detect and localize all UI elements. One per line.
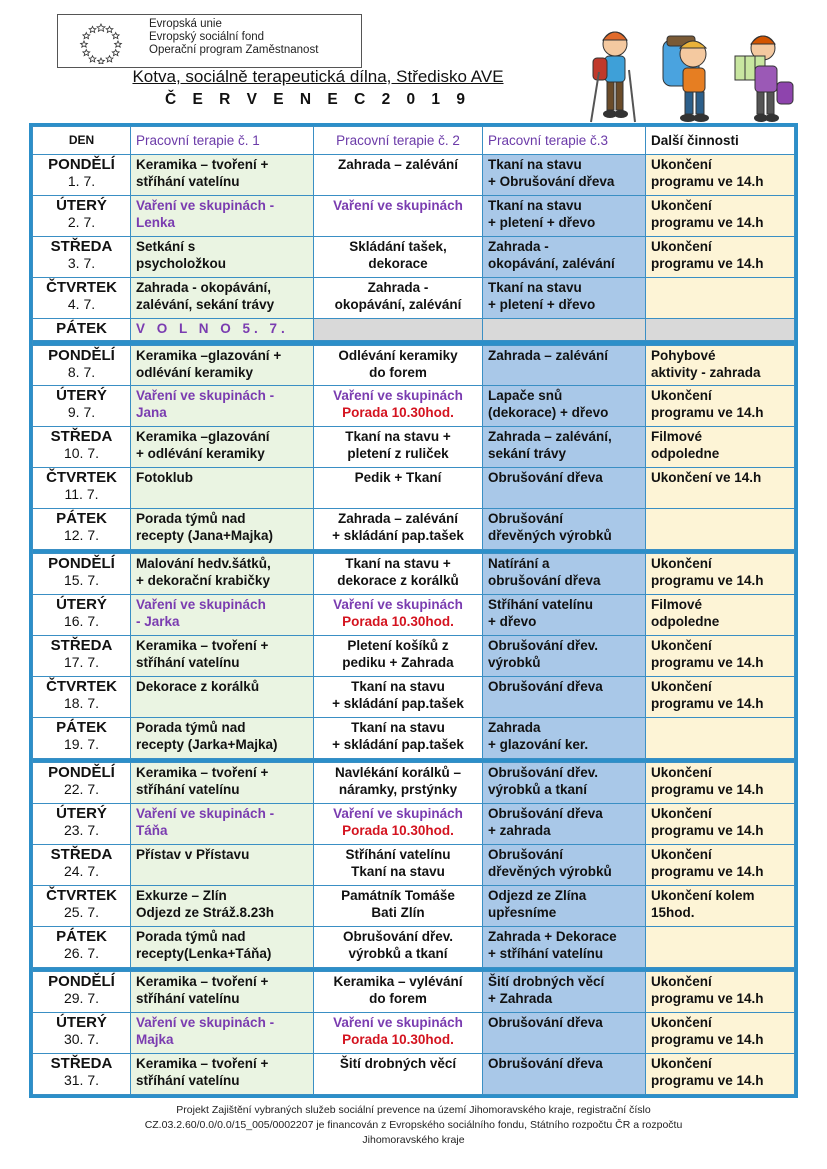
therapy-2-text: Tkaní na stavu + skládání pap.tašek <box>332 679 464 712</box>
day-date: 31. 7. <box>63 1071 100 1088</box>
therapy-2-text: Navlékání korálků – náramky, prstýnky <box>334 765 462 798</box>
table-row <box>33 845 795 886</box>
day-date: 3. 7. <box>67 254 96 271</box>
day-name: ČTVRTEK <box>46 469 117 487</box>
footer-line3: Jihomoravského kraje <box>362 1134 465 1146</box>
day-name: ČTVRTEK <box>46 278 117 296</box>
therapy-1-cell: Vaření ve skupinách - Lenka <box>131 195 314 236</box>
meeting-note: Porada 10.30hod. <box>342 405 454 421</box>
other-activity-cell: Ukončení programu ve 14.h <box>646 972 795 1013</box>
other-activity-cell: Ukončení programu ve 14.h <box>646 804 795 845</box>
therapy-2-cell <box>314 885 483 926</box>
therapy-1-cell: Vaření ve skupinách - Jarka <box>131 595 314 636</box>
therapy-1-cell: Malování hedv.šátků, + dekorační krabičky <box>131 554 314 595</box>
day-date: 12. 7. <box>63 527 100 544</box>
day-name: ÚTERÝ <box>56 596 107 614</box>
day-cell <box>33 468 131 509</box>
other-activity-cell: Ukončení programu ve 14.h <box>646 636 795 677</box>
table-row <box>33 386 795 427</box>
therapy-3-cell: Obrušování dřev. výrobků <box>483 636 646 677</box>
day-cell <box>33 595 131 636</box>
therapy-3-cell: Obrušování dřevěných výrobků <box>483 509 646 550</box>
therapy-2-text: Zahrada - okopávání, zalévání <box>334 279 462 312</box>
therapy-2-cell <box>314 717 483 758</box>
day-cell <box>33 318 131 341</box>
day-name: STŘEDA <box>50 237 113 255</box>
table-row <box>33 885 795 926</box>
therapy-3-cell: Zahrada – zalévání, sekání trávy <box>483 427 646 468</box>
therapy-3-cell: Obrušování dřevěných výrobků <box>483 845 646 886</box>
day-cell <box>33 195 131 236</box>
therapy-2-cell <box>314 509 483 550</box>
day-date: 30. 7. <box>63 1030 100 1047</box>
therapy-2-text: Zahrada – zalévání + skládání pap.tašek <box>332 511 464 544</box>
meeting-note: Porada 10.30hod. <box>342 823 454 839</box>
schedule-table <box>32 126 795 1095</box>
column-header-therapy-2: Pracovní terapie č. 2 <box>314 127 483 155</box>
day-cell <box>33 972 131 1013</box>
day-name: PONDĚLÍ <box>48 156 115 173</box>
day-date: 15. 7. <box>63 572 100 589</box>
therapy-2-text: Vaření ve skupinách <box>333 197 463 213</box>
day-name: STŘEDA <box>50 637 113 655</box>
table-row <box>33 236 795 277</box>
therapy-2-text: Tkaní na stavu + skládání pap.tašek <box>332 719 464 752</box>
therapy-2-text: Keramika – vylévání do forem <box>333 974 463 1007</box>
other-activity-cell: Filmové odpoledne <box>646 595 795 636</box>
therapy-1-cell: Keramika – tvoření + stříhání vatelínu <box>131 763 314 804</box>
therapy-2-text: Památník Tomáše Bati Zlín <box>341 887 455 920</box>
column-header-other: Další činnosti <box>646 127 795 155</box>
day-date: 22. 7. <box>63 781 100 798</box>
eu-logo-line3: Operační program Zaměstnanost <box>149 44 319 56</box>
column-header-therapy-1: Pracovní terapie č. 1 <box>131 127 314 155</box>
day-cell <box>33 763 131 804</box>
therapy-2-text: Tkaní na stavu + dekorace z korálků <box>337 556 459 589</box>
day-cell <box>33 236 131 277</box>
day-name: ČTVRTEK <box>46 886 117 904</box>
day-name: PÁTEK <box>56 927 107 945</box>
eu-logo-line2: Evropský sociální fond <box>149 31 265 43</box>
table-row <box>33 195 795 236</box>
therapy-3-cell: Zahrada + Dekorace + stříhání vatelínu <box>483 926 646 967</box>
therapy-2-text: Šití drobných věcí <box>339 1055 457 1071</box>
table-row <box>33 636 795 677</box>
therapy-3-cell: Obrušování dřeva <box>483 1012 646 1053</box>
table-row <box>33 277 795 318</box>
day-name: ÚTERÝ <box>56 805 107 823</box>
therapy-1-cell: Vaření ve skupinách - Táňa <box>131 804 314 845</box>
other-activity-cell: Ukončení programu ve 14.h <box>646 554 795 595</box>
other-activity-cell <box>646 717 795 758</box>
therapy-3-cell: Šití drobných věcí + Zahrada <box>483 972 646 1013</box>
eu-logo-line1: Evropská unie <box>149 18 222 30</box>
therapy-3-cell: Obrušování dřeva <box>483 1053 646 1094</box>
day-date: 10. 7. <box>63 445 100 462</box>
therapy-2-cell <box>314 1012 483 1053</box>
other-activity-cell: Ukončení programu ve 14.h <box>646 1053 795 1094</box>
other-activity-cell <box>646 277 795 318</box>
day-date: 9. 7. <box>67 404 96 421</box>
eu-flag-icon <box>61 18 141 64</box>
day-cell <box>33 1053 131 1094</box>
therapy-1-cell: Keramika – tvoření + stříhání vatelínu <box>131 636 314 677</box>
footer-line1: Projekt Zajištění vybraných služeb sociální prevence na území Jihomoravského kraje, registrační číslo <box>176 1104 651 1116</box>
therapy-2-cell <box>314 926 483 967</box>
therapy-1-cell: Dekorace z korálků <box>131 677 314 718</box>
day-name: ÚTERÝ <box>56 1013 107 1031</box>
therapy-1-cell: Přístav v Přístavu <box>131 845 314 886</box>
other-activity-cell: Ukončení programu ve 14.h <box>646 236 795 277</box>
therapy-1-cell: Vaření ve skupinách - Majka <box>131 1012 314 1053</box>
footer-line2: CZ.03.2.60/0.0/0.0/15_005/0002207 je financován z Evropského sociálního fondu, Státního rozpočtu ČR a rozpočtu <box>144 1119 683 1131</box>
therapy-1-cell: Porada týmů nad recepty (Jarka+Majka) <box>131 717 314 758</box>
day-name: STŘEDA <box>50 1054 113 1072</box>
day-cell <box>33 804 131 845</box>
therapy-2-cell <box>314 236 483 277</box>
day-name: PONDĚLÍ <box>48 764 115 782</box>
free-cell <box>646 318 795 341</box>
day-name: PONDĚLÍ <box>48 973 115 991</box>
therapy-2-text: Vaření ve skupinách <box>333 806 463 822</box>
therapy-2-text: Vaření ve skupinách <box>333 1014 463 1030</box>
therapy-3-cell: Tkaní na stavu + pletení + dřevo <box>483 277 646 318</box>
free-day-cell: V O L N O 5. 7. <box>131 318 314 341</box>
therapy-2-text: Vaření ve skupinách <box>333 597 463 613</box>
day-date: 23. 7. <box>63 822 100 839</box>
table-row <box>33 717 795 758</box>
table-row <box>33 1053 795 1094</box>
other-activity-cell: Ukončení programu ve 14.h <box>646 845 795 886</box>
therapy-2-cell <box>314 345 483 386</box>
day-date: 2. 7. <box>67 213 96 230</box>
therapy-2-cell <box>314 595 483 636</box>
table-row <box>33 468 795 509</box>
therapy-2-text: Vaření ve skupinách <box>333 388 463 404</box>
therapy-1-cell: Keramika –glazování + odlévání keramiky <box>131 427 314 468</box>
other-activity-cell: Ukončení programu ve 14.h <box>646 763 795 804</box>
therapy-3-cell: Stříhání vatelínu + dřevo <box>483 595 646 636</box>
therapy-2-cell <box>314 845 483 886</box>
day-name: PONDĚLÍ <box>48 346 115 364</box>
day-date: 18. 7. <box>63 695 100 712</box>
therapy-3-cell: Lapače snů (dekorace) + dřevo <box>483 386 646 427</box>
therapy-2-cell <box>314 763 483 804</box>
therapy-3-cell: Obrušování dřeva <box>483 677 646 718</box>
day-name: ÚTERÝ <box>56 387 107 405</box>
therapy-2-cell <box>314 636 483 677</box>
table-row <box>33 509 795 550</box>
therapy-2-cell <box>314 386 483 427</box>
day-name: ČTVRTEK <box>46 678 117 696</box>
header-row <box>33 127 795 155</box>
day-cell <box>33 509 131 550</box>
column-header-den: DEN <box>33 127 131 155</box>
other-activity-cell: Filmové odpoledne <box>646 427 795 468</box>
day-date: 19. 7. <box>63 735 100 752</box>
day-name: PÁTEK <box>56 718 107 736</box>
day-cell <box>33 427 131 468</box>
day-cell <box>33 1012 131 1053</box>
therapy-1-cell: Porada týmů nad recepty (Jana+Majka) <box>131 509 314 550</box>
therapy-3-cell: Natírání a obrušování dřeva <box>483 554 646 595</box>
therapy-2-text: Pletení košíků z pediku + Zahrada <box>342 638 454 671</box>
day-name: PONDĚLÍ <box>48 555 115 573</box>
hiker-map-icon <box>735 36 793 122</box>
month-title: Č E R V E N E C 2 0 1 9 <box>165 91 471 108</box>
therapy-2-cell <box>314 972 483 1013</box>
day-date: 17. 7. <box>63 654 100 671</box>
therapy-1-cell: Keramika – tvoření + stříhání vatelínu <box>131 972 314 1013</box>
therapy-2-text: Stříhání vatelínu Tkaní na stavu <box>345 847 451 879</box>
day-date: 16. 7. <box>63 613 100 630</box>
therapy-3-cell: Tkaní na stavu + pletení + dřevo <box>483 195 646 236</box>
therapy-1-cell: Keramika – tvoření + stříhání vatelínu <box>131 155 314 196</box>
meeting-note: Porada 10.30hod. <box>342 614 454 630</box>
other-activity-cell: Ukončení programu ve 14.h <box>646 677 795 718</box>
other-activity-cell: Ukončení ve 14.h <box>646 468 795 509</box>
table-row <box>33 554 795 595</box>
other-activity-cell <box>646 509 795 550</box>
other-activity-cell: Ukončení programu ve 14.h <box>646 155 795 196</box>
therapy-1-cell: Vaření ve skupinách - Jana <box>131 386 314 427</box>
footer <box>0 1103 827 1148</box>
day-date: 11. 7. <box>64 486 99 503</box>
day-cell <box>33 345 131 386</box>
therapy-2-cell <box>314 677 483 718</box>
day-name: PÁTEK <box>56 510 107 528</box>
therapy-3-cell: Obrušování dřeva <box>483 468 646 509</box>
day-cell <box>33 845 131 886</box>
day-cell <box>33 386 131 427</box>
therapy-2-text: Skládání tašek, dekorace <box>349 238 447 271</box>
day-cell <box>33 717 131 758</box>
therapy-1-cell: Fotoklub <box>131 468 314 509</box>
table-row <box>33 677 795 718</box>
day-date: 1. 7. <box>67 173 96 189</box>
therapy-1-cell: Porada týmů nad recepty(Lenka+Táňa) <box>131 926 314 967</box>
other-activity-cell <box>646 926 795 967</box>
therapy-1-cell: Exkurze – Zlín Odjezd ze Stráž.8.23h <box>131 885 314 926</box>
therapy-2-cell <box>314 195 483 236</box>
table-row <box>33 595 795 636</box>
day-name: ÚTERÝ <box>56 196 107 214</box>
therapy-2-text: Odlévání keramiky do forem <box>338 347 458 380</box>
day-date: 29. 7. <box>63 990 100 1007</box>
therapy-1-cell: Zahrada - okopávání, zalévání, sekání trávy <box>131 277 314 318</box>
therapy-3-cell: Zahrada + glazování ker. <box>483 717 646 758</box>
free-cell <box>314 318 483 341</box>
therapy-1-cell: Keramika – tvoření + stříhání vatelínu <box>131 1053 314 1094</box>
day-cell <box>33 636 131 677</box>
therapy-3-cell: Odjezd ze Zlína upřesníme <box>483 885 646 926</box>
day-cell <box>33 926 131 967</box>
meeting-note: Porada 10.30hod. <box>342 1031 454 1047</box>
table-row <box>33 972 795 1013</box>
table-row <box>33 1012 795 1053</box>
table-row <box>33 926 795 967</box>
day-cell <box>33 554 131 595</box>
day-date: 8. 7. <box>67 363 96 380</box>
therapy-2-cell <box>314 427 483 468</box>
eu-logo <box>57 14 362 68</box>
therapy-2-text: Pedik + Tkaní <box>354 470 442 486</box>
therapy-1-cell: Setkání s psycholožkou <box>131 236 314 277</box>
therapy-1-cell: Keramika –glazování + odlévání keramiky <box>131 345 314 386</box>
other-activity-cell: Ukončení programu ve 14.h <box>646 195 795 236</box>
other-activity-cell: Pohybové aktivity - zahrada <box>646 345 795 386</box>
therapy-2-cell <box>314 468 483 509</box>
schedule-body <box>33 155 795 1095</box>
day-cell <box>33 677 131 718</box>
table-row <box>33 763 795 804</box>
page-title: Kotva, sociálně terapeutická dílna, Středisko AVE <box>132 67 504 86</box>
therapy-2-cell <box>314 155 483 196</box>
therapy-2-text: Tkaní na stavu + pletení z ruliček <box>345 429 451 462</box>
table-row <box>33 318 795 341</box>
day-cell <box>33 277 131 318</box>
therapy-3-cell: Zahrada - okopávání, zalévání <box>483 236 646 277</box>
day-date: 24. 7. <box>63 863 100 879</box>
day-date: 26. 7. <box>63 944 100 961</box>
therapy-2-text: Zahrada – zalévání <box>337 157 459 172</box>
therapy-2-cell <box>314 277 483 318</box>
therapy-2-cell <box>314 1053 483 1094</box>
other-activity-cell: Ukončení programu ve 14.h <box>646 386 795 427</box>
therapy-3-cell: Obrušování dřev. výrobků a tkaní <box>483 763 646 804</box>
day-date: 25. 7. <box>63 903 100 920</box>
other-activity-cell: Ukončení kolem 15hod. <box>646 885 795 926</box>
therapy-2-text: Obrušování dřev. výrobků a tkaní <box>342 928 454 961</box>
column-header-therapy-3: Pracovní terapie č.3 <box>483 127 646 155</box>
day-name: PÁTEK <box>56 319 107 337</box>
day-name: STŘEDA <box>50 428 113 446</box>
hiker-boy-icon <box>663 36 709 122</box>
free-cell <box>483 318 646 341</box>
therapy-3-cell: Tkaní na stavu + Obrušování dřeva <box>483 155 646 196</box>
day-date: 4. 7. <box>67 295 96 312</box>
therapy-2-cell <box>314 804 483 845</box>
table-row <box>33 155 795 196</box>
day-name: STŘEDA <box>50 846 113 863</box>
eu-logo-text <box>149 18 318 57</box>
table-row <box>33 427 795 468</box>
therapy-3-cell: Obrušování dřeva + zahrada <box>483 804 646 845</box>
table-row <box>33 804 795 845</box>
day-cell <box>33 155 131 196</box>
therapy-2-cell <box>314 554 483 595</box>
other-activity-cell: Ukončení programu ve 14.h <box>646 1012 795 1053</box>
table-row <box>33 345 795 386</box>
day-cell <box>33 885 131 926</box>
therapy-3-cell: Zahrada – zalévání <box>483 345 646 386</box>
